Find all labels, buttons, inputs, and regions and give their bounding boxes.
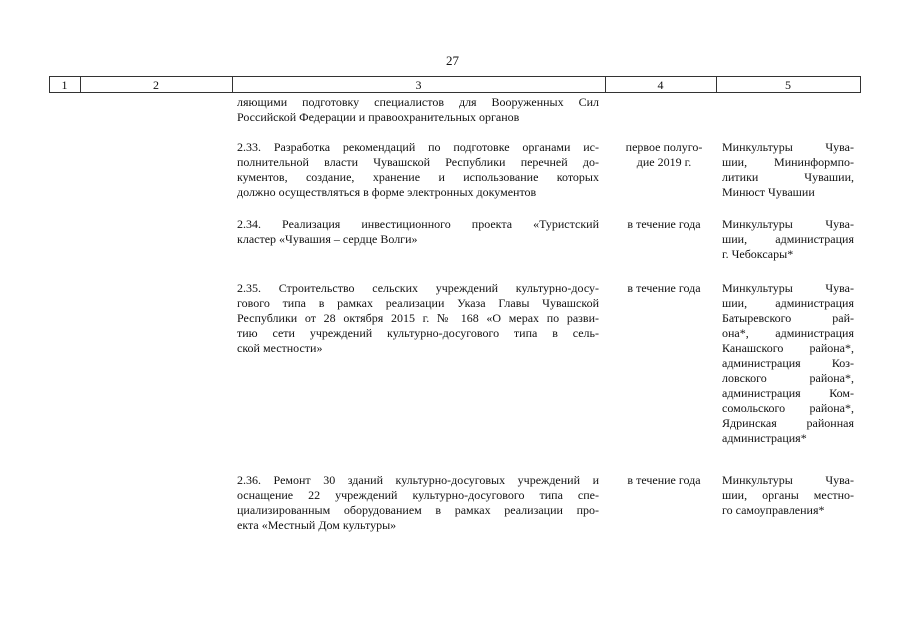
row-2-33-description-line: полнительной власти Чувашской Республики перечней до- [237,155,599,169]
row-2-34-executor-line: шии, администрация [722,232,854,246]
row-2-34-description-line: 2.34. Реализация инвестиционного проекта «Туристский [237,217,599,231]
row-2-33-deadline-line: первое полуго- [625,140,703,154]
row-2-34-description-line: кластер «Чувашия – сердце Волги» [237,232,418,246]
header-col-3: 3 [415,78,422,92]
row-2-36-deadline-line: в течение года [627,473,701,487]
row-2-35-executor-line: Канашского района*, [722,341,854,355]
row-2-34-executor-line: Минкультуры Чува- [722,217,854,231]
row-2-33-deadline-line: дие 2019 г. [636,155,692,169]
row-2-33-executor-line: Минкультуры Чува- [722,140,854,154]
row-2-35-executor-line: шии, администрация [722,296,854,310]
continuation-line: ляющими подготовку специалистов для Вооруженных Сил [237,95,599,109]
header-col-5: 5 [785,78,791,92]
row-2-33-executor-line: шии, Мининформпо- [722,155,854,169]
row-2-35-executor-line: сомольского района*, [722,401,854,415]
row-2-35-description-line: гового типа в рамках реализации Указа Главы Чувашской [237,296,599,310]
row-2-35-executor-line: Ядринская районная [722,416,854,430]
row-2-35-executor-line: Батыревского рай- [722,311,854,325]
row-2-33-description-line: 2.33. Разработка рекомендаций по подготовке органами ис- [237,140,599,154]
row-2-33-description-line: кументов, создание, хранение и использование которых [237,170,599,184]
row-2-35-description-line: ской местности» [237,341,323,355]
row-2-35-executor-line: администрация Коз- [722,356,854,370]
row-2-35-description-line: Республики от 28 октября 2015 г. № 168 «О мерах по разви- [237,311,599,325]
row-2-35-executor-line: администрация Ком- [722,386,854,400]
row-2-36-description-line: циализированным оборудованием в рамках реализации про- [237,503,599,517]
table-top-border [49,76,860,77]
row-2-35-description-line: тию сети учреждений культурно-досугового типа в сель- [237,326,599,340]
row-2-35-executor-line: она*, администрация [722,326,854,340]
row-2-36-executor-line: шии, органы местно- [722,488,854,502]
row-2-35-description-line: 2.35. Строительство сельских учреждений культурно-досу- [237,281,599,295]
row-2-34-deadline-line: в течение года [627,217,701,231]
header-col-1: 1 [61,78,68,92]
header-col-4: 4 [657,78,664,92]
header-col-2: 2 [153,78,159,92]
page-number: 27 [446,53,459,68]
row-2-35-executor-line: ловского района*, [722,371,854,385]
row-2-35-deadline-line: в течение года [627,281,701,295]
row-2-36-executor-line: го самоуправления* [722,503,825,517]
row-2-33-executor-line: Минюст Чувашии [722,185,815,199]
row-2-36-executor-line: Минкультуры Чува- [722,473,854,487]
row-2-35-executor-line: Минкультуры Чува- [722,281,854,295]
row-2-36-description-line: 2.36. Ремонт 30 зданий культурно-досуговых учреждений и [237,473,599,487]
continuation-line: Российской Федерации и правоохранительных органов [237,110,520,124]
row-2-33-description-line: должно осуществляться в форме электронных документов [237,185,537,199]
row-2-33-executor-line: литики Чувашии, [722,170,854,184]
row-2-36-description-line: екта «Местный Дом культуры» [237,518,397,532]
col5-right-border [860,76,861,93]
row-2-34-executor-line: г. Чебоксары* [722,247,794,261]
row-2-35-executor-line: администрация* [722,431,807,445]
row-2-36-description-line: оснащение 22 учреждений культурно-досугового типа спе- [237,488,599,502]
